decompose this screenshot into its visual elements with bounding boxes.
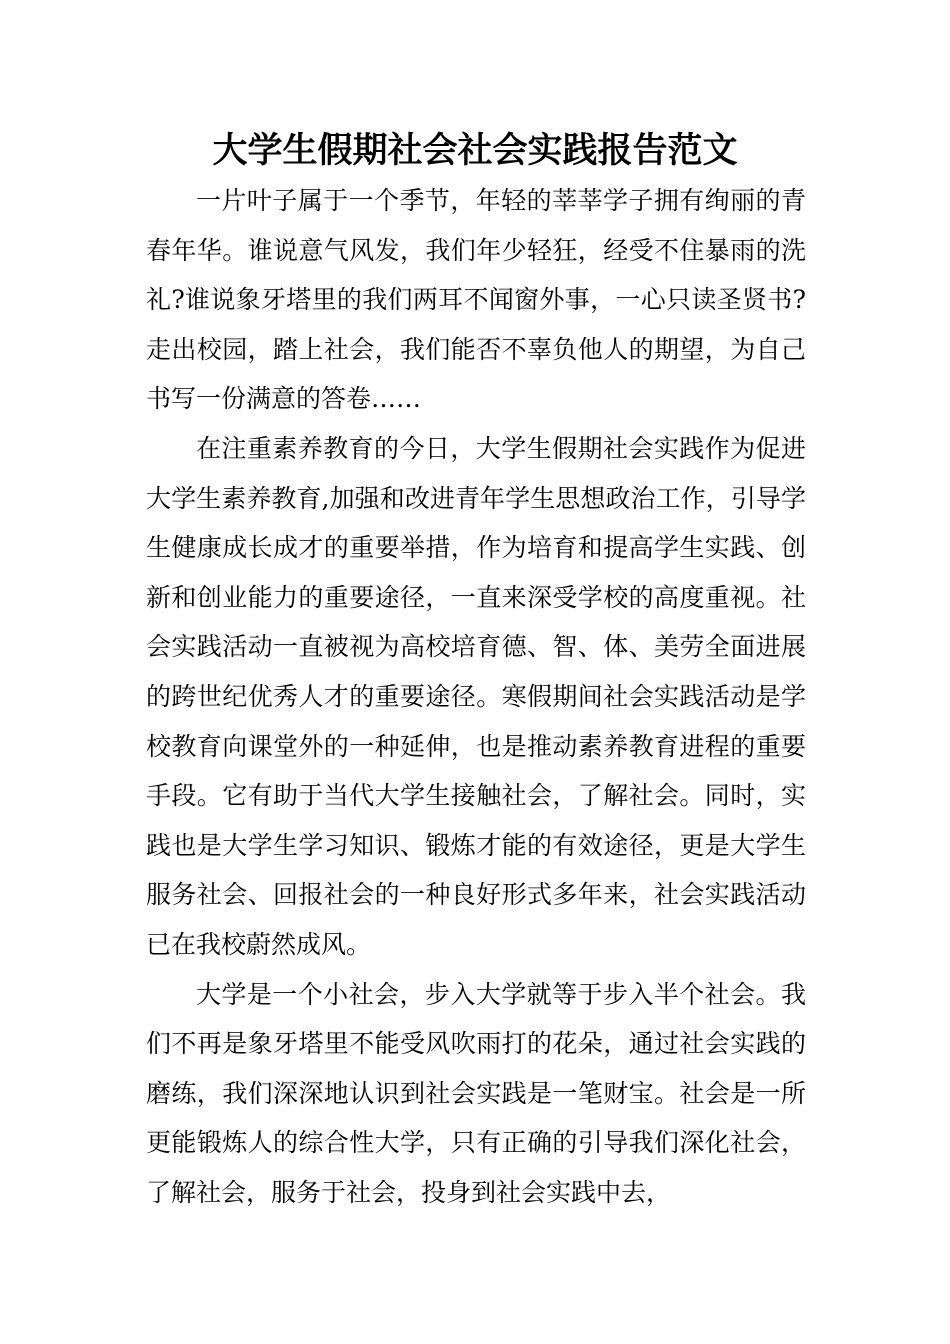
paragraph-3: 大学是一个小社会，步入大学就等于步入半个社会。我们不再是象牙塔里不能受风吹雨打的花朵，通过社会实践的磨练，我们深深地认识到社会实践是一笔财宝。社会是一所更能锻炼人的综合性大学，只有正确的引导我们深化社会，了解社会，服务于社会，投身到社会实践中去， xyxy=(146,979,806,1207)
paragraph-1: 一片叶子属于一个季节，年轻的莘莘学子拥有绚丽的青春年华。谁说意气风发，我们年少轻狂，经受不住暴雨的洗礼?谁说象牙塔里的我们两耳不闻窗外事，一心只读圣贤书?走出校园，踏上社会，我们能否不辜负他人的期望，为自己书写一份满意的答卷…… xyxy=(146,186,806,414)
paragraph-2: 在注重素养教育的今日，大学生假期社会实践作为促进大学生素养教育,加强和改进青年学生思想政治工作，引导学生健康成长成才的重要举措，作为培育和提高学生实践、创新和创业能力的重要途径，一直来深受学校的高度重视。社会实践活动一直被视为高校培育德、智、体、美劳全面进展的跨世纪优秀人才的重要途径。寒假期间社会实践活动是学校教育向课堂外的一种延伸，也是推动素养教育进程的重要手段。它有助于当代大学生接触社会，了解社会。同时，实践也是大学生学习知识、锻炼才能的有效途径，更是大学生服务社会、回报社会的一种良好形式多年来，社会实践活动已在我校蔚然成风。 xyxy=(146,433,806,959)
document-title: 大学生假期社会社会实践报告范文 xyxy=(212,131,738,171)
document-body xyxy=(146,176,806,1217)
